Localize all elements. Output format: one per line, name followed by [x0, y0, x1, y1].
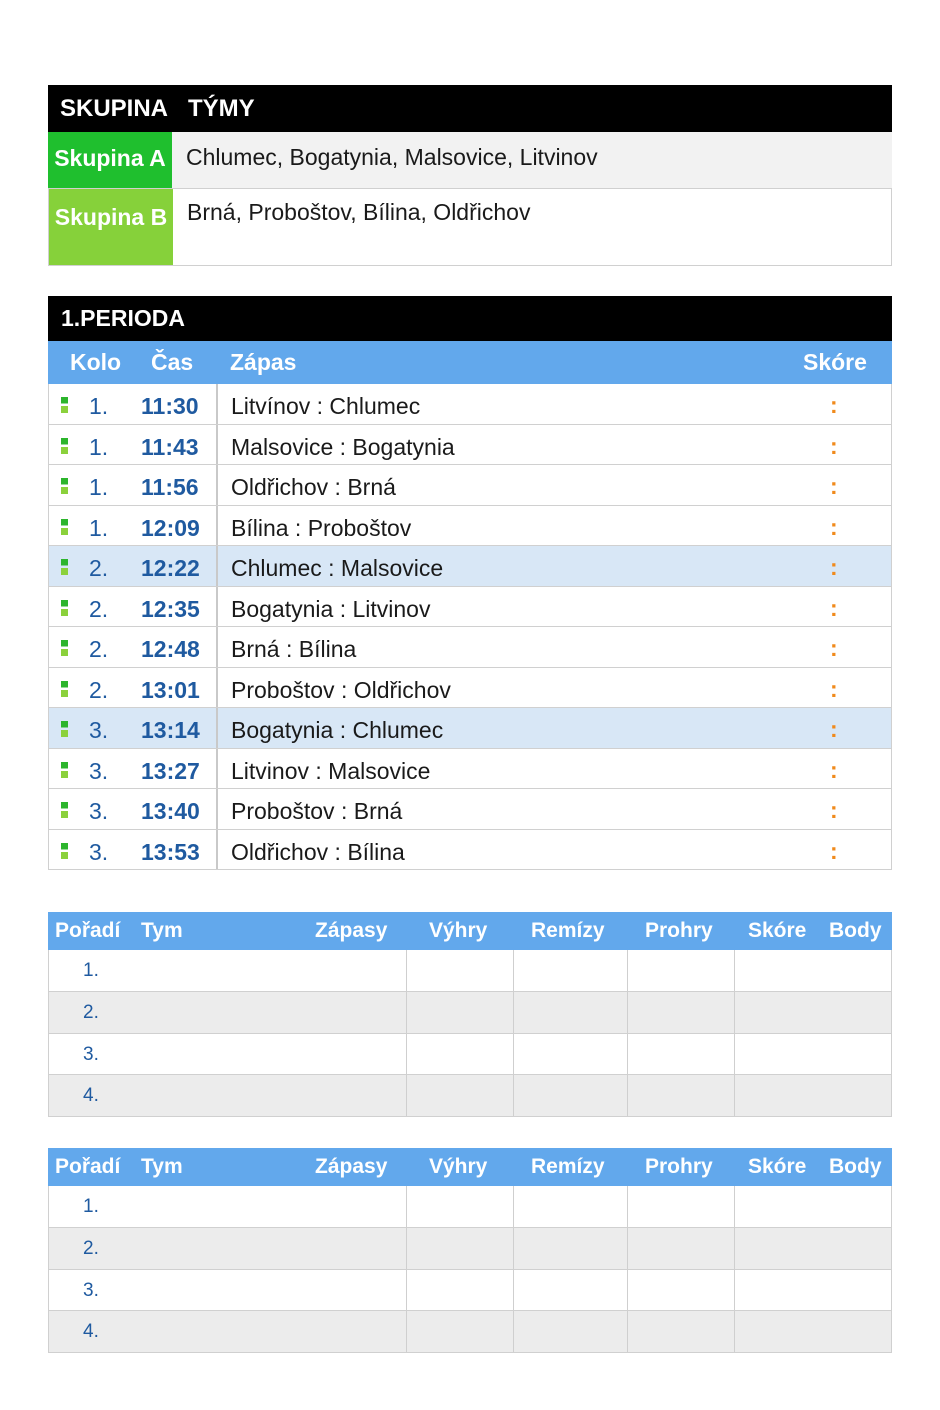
column-divider: [406, 950, 407, 991]
standings-rank: 1.: [83, 960, 99, 981]
standings-header-cell: Remízy: [531, 1155, 605, 1178]
standings-header-cell: Pořadí: [55, 1155, 121, 1178]
column-divider: [216, 506, 218, 546]
column-divider: [216, 627, 218, 667]
match-row: [48, 627, 892, 668]
column-divider: [513, 1270, 514, 1311]
row-marker-icon: [61, 519, 68, 535]
standings-row: [48, 1311, 892, 1353]
row-marker-icon: [61, 640, 68, 656]
standings-row: [48, 992, 892, 1034]
match-time: 11:56: [141, 474, 199, 500]
match-kolo: 2.: [89, 676, 109, 703]
standings-row: [48, 1186, 892, 1228]
column-divider: [216, 830, 218, 870]
group-row-a: [48, 132, 892, 189]
match-teams: Brná : Bílina: [231, 636, 357, 662]
column-divider: [216, 384, 218, 424]
match-kolo: 2.: [89, 595, 109, 622]
match-row: [48, 506, 892, 547]
match-time: 12:22: [141, 555, 200, 581]
column-divider: [216, 789, 218, 829]
standings-header-cell: Remízy: [531, 919, 605, 942]
standings-header-cell: Pořadí: [55, 919, 121, 942]
match-score[interactable]: :: [830, 594, 838, 621]
standings-header-cell: Skóre: [748, 1155, 807, 1178]
row-marker-icon: [61, 478, 68, 494]
row-marker-icon: [61, 559, 68, 575]
match-teams: Chlumec : Malsovice: [231, 555, 444, 581]
match-score[interactable]: :: [830, 392, 838, 418]
match-teams: Proboštov : Oldřichov: [231, 676, 451, 703]
column-divider: [734, 1034, 735, 1075]
schedule-header: [48, 341, 892, 384]
match-kolo: 1.: [89, 514, 109, 541]
match-time: 11:43: [141, 433, 199, 460]
column-divider: [627, 1034, 628, 1075]
standings-header-cell: Výhry: [429, 919, 488, 942]
column-divider: [406, 1228, 407, 1269]
match-kolo: 2.: [89, 636, 109, 662]
column-divider: [216, 587, 218, 627]
column-divider: [627, 1270, 628, 1311]
standings-row: [48, 950, 892, 992]
match-teams: Litvínov : Chlumec: [231, 393, 421, 419]
match-row: [48, 384, 892, 425]
match-score[interactable]: :: [830, 716, 838, 742]
groups-header-tymy: TÝMY: [188, 94, 255, 122]
groups-header: [48, 85, 892, 132]
group-teams: Chlumec, Bogatynia, Malsovice, Litvinov: [186, 144, 598, 170]
match-score[interactable]: :: [830, 513, 838, 540]
match-score[interactable]: :: [830, 432, 838, 459]
column-divider: [513, 1186, 514, 1227]
row-marker-icon: [61, 721, 68, 737]
match-score[interactable]: :: [830, 837, 838, 864]
period-title: 1.PERIODA: [48, 296, 892, 341]
match-time: 11:30: [141, 393, 199, 419]
match-teams: Oldřichov : Bílina: [231, 838, 405, 865]
standings-header-cell: Tym: [141, 919, 183, 942]
column-divider: [627, 1311, 628, 1352]
column-divider: [216, 668, 218, 708]
column-divider: [734, 1075, 735, 1116]
match-teams: Oldřichov : Brná: [231, 474, 396, 500]
match-kolo: 2.: [89, 555, 109, 581]
standings-header-cell: Tym: [141, 1155, 183, 1178]
standings-header-cell: Body: [829, 1155, 882, 1178]
match-row: [48, 830, 892, 871]
column-divider: [406, 1311, 407, 1352]
match-kolo: 3.: [89, 838, 109, 865]
match-time: 12:35: [141, 595, 200, 622]
standings-header-cell: Prohry: [645, 919, 713, 942]
column-divider: [734, 1228, 735, 1269]
row-marker-icon: [61, 843, 68, 859]
standings-rank: 4.: [83, 1321, 99, 1343]
column-divider: [216, 708, 218, 748]
column-divider: [627, 992, 628, 1033]
match-time: 13:01: [141, 676, 200, 703]
match-teams: Proboštov : Brná: [231, 798, 403, 824]
match-row: [48, 668, 892, 709]
standings-rank: 2.: [83, 1001, 99, 1023]
column-divider: [627, 950, 628, 991]
match-teams: Litvinov : Malsovice: [231, 757, 431, 784]
standings-rank: 2.: [83, 1237, 99, 1259]
header-kolo: Kolo: [70, 349, 122, 375]
column-divider: [406, 1075, 407, 1116]
row-marker-icon: [61, 438, 68, 454]
match-row: [48, 546, 892, 587]
row-marker-icon: [61, 600, 68, 616]
groups-header-skupina: SKUPINA: [60, 94, 169, 122]
group-label: Skupina B: [49, 189, 173, 265]
match-score[interactable]: :: [830, 473, 838, 499]
match-teams: Bogatynia : Chlumec: [231, 717, 444, 743]
header-cas: Čas: [151, 349, 194, 375]
match-time: 13:14: [141, 717, 200, 743]
standings-header-cell: Výhry: [429, 1155, 488, 1178]
match-teams: Malsovice : Bogatynia: [231, 433, 455, 460]
group-teams: Brná, Proboštov, Bílina, Oldřichov: [187, 199, 531, 225]
match-row: [48, 789, 892, 830]
match-score[interactable]: :: [830, 797, 838, 823]
match-list: [48, 384, 892, 870]
match-score[interactable]: :: [830, 635, 838, 661]
groups-table: [48, 85, 892, 266]
column-divider: [734, 1186, 735, 1227]
column-divider: [513, 1075, 514, 1116]
match-score[interactable]: :: [830, 554, 838, 580]
column-divider: [406, 1034, 407, 1075]
row-marker-icon: [61, 397, 68, 413]
column-divider: [734, 1270, 735, 1311]
column-divider: [513, 992, 514, 1033]
match-time: 13:27: [141, 757, 200, 784]
standings-header-cell: Zápasy: [315, 919, 388, 942]
header-skore: Skóre: [803, 349, 867, 375]
column-divider: [406, 1186, 407, 1227]
standings-row: [48, 1034, 892, 1076]
standings-header-cell: Prohry: [645, 1155, 713, 1178]
standings-rank: 3.: [83, 1279, 99, 1301]
standings-rank: 3.: [83, 1043, 99, 1065]
group-row-b: [48, 189, 892, 266]
column-divider: [406, 992, 407, 1033]
column-divider: [513, 950, 514, 991]
column-divider: [513, 1311, 514, 1352]
column-divider: [216, 546, 218, 586]
column-divider: [216, 465, 218, 505]
match-row: [48, 425, 892, 466]
standings-header-cell: Body: [829, 919, 882, 942]
match-score[interactable]: :: [830, 756, 838, 783]
match-kolo: 1.: [89, 433, 109, 460]
match-row: [48, 749, 892, 790]
match-teams: Bogatynia : Litvinov: [231, 595, 431, 622]
row-marker-icon: [61, 681, 68, 697]
column-divider: [627, 1075, 628, 1116]
match-kolo: 3.: [89, 717, 109, 743]
standings-table-2: [48, 1148, 892, 1353]
standings-header: [48, 1148, 892, 1186]
standings-rank: 4.: [83, 1085, 99, 1107]
row-marker-icon: [61, 762, 68, 778]
match-kolo: 3.: [89, 757, 109, 784]
match-time: 12:09: [141, 514, 200, 541]
match-score[interactable]: :: [830, 675, 838, 702]
match-row: [48, 708, 892, 749]
group-label: Skupina A: [48, 132, 172, 188]
standings-table-1: [48, 912, 892, 1117]
column-divider: [627, 1228, 628, 1269]
column-divider: [734, 992, 735, 1033]
column-divider: [216, 425, 218, 465]
match-teams: Bílina : Proboštov: [231, 514, 412, 541]
column-divider: [216, 749, 218, 789]
match-time: 13:40: [141, 798, 200, 824]
standings-rank: 1.: [83, 1196, 99, 1217]
column-divider: [627, 1186, 628, 1227]
period-schedule: [48, 296, 892, 870]
column-divider: [513, 1034, 514, 1075]
standings-header: [48, 912, 892, 950]
header-zapas: Zápas: [230, 349, 297, 375]
row-marker-icon: [61, 802, 68, 818]
match-row: [48, 587, 892, 628]
column-divider: [734, 1311, 735, 1352]
standings-row: [48, 1270, 892, 1312]
standings-row: [48, 1075, 892, 1117]
match-time: 13:53: [141, 838, 200, 865]
column-divider: [734, 950, 735, 991]
match-row: [48, 465, 892, 506]
match-kolo: 1.: [89, 474, 109, 500]
column-divider: [513, 1228, 514, 1269]
standings-header-cell: Skóre: [748, 919, 807, 942]
match-kolo: 1.: [89, 393, 109, 419]
standings-header-cell: Zápasy: [315, 1155, 388, 1178]
column-divider: [406, 1270, 407, 1311]
standings-row: [48, 1228, 892, 1270]
match-kolo: 3.: [89, 798, 109, 824]
match-time: 12:48: [141, 636, 200, 662]
